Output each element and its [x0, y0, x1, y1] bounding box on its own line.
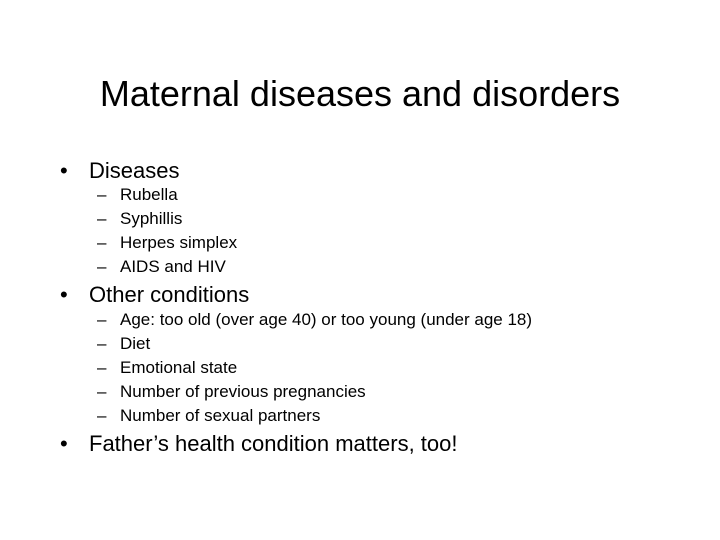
bullet-marker: • — [60, 282, 68, 307]
sub-item-text: Number of previous pregnancies — [120, 382, 366, 401]
sub-item — [0, 184, 720, 206]
dash-marker: – — [97, 358, 107, 377]
dash-marker: – — [97, 209, 107, 228]
sub-item-text: Age: too old (over age 40) or too young (under age 18) — [120, 310, 533, 329]
bullet-marker: • — [60, 158, 68, 183]
dash-marker: – — [97, 334, 107, 353]
dash-marker: – — [97, 185, 107, 204]
bullet-marker: • — [60, 431, 68, 456]
slide-title: Maternal diseases and disorders — [99, 73, 621, 114]
dash-marker: – — [97, 406, 107, 425]
sub-item — [0, 232, 720, 254]
sub-item — [0, 381, 720, 403]
dash-marker: – — [97, 382, 107, 401]
sub-item-text: AIDS and HIV — [120, 257, 226, 276]
sub-item — [0, 357, 720, 379]
bullet-item-diseases — [0, 157, 720, 185]
sub-item-text: Diet — [120, 334, 151, 353]
sub-item — [0, 405, 720, 427]
bullet-text: Other conditions — [89, 282, 250, 307]
bullet-item-other-conditions — [0, 281, 720, 309]
sub-item — [0, 256, 720, 278]
sub-item-text: Number of sexual partners — [120, 406, 321, 425]
sub-item — [0, 208, 720, 230]
sub-item-text: Rubella — [120, 185, 178, 204]
sub-item-text: Herpes simplex — [120, 233, 238, 252]
sub-item — [0, 333, 720, 355]
bullet-text: Father’s health condition matters, too! — [89, 431, 458, 456]
sub-item-text: Emotional state — [120, 358, 238, 377]
sub-item — [0, 309, 720, 331]
dash-marker: – — [97, 310, 107, 329]
sub-item-text: Syphillis — [120, 209, 183, 228]
bullet-text: Diseases — [89, 158, 180, 183]
dash-marker: – — [97, 233, 107, 252]
bullet-item-father-health — [0, 430, 720, 458]
dash-marker: – — [97, 257, 107, 276]
